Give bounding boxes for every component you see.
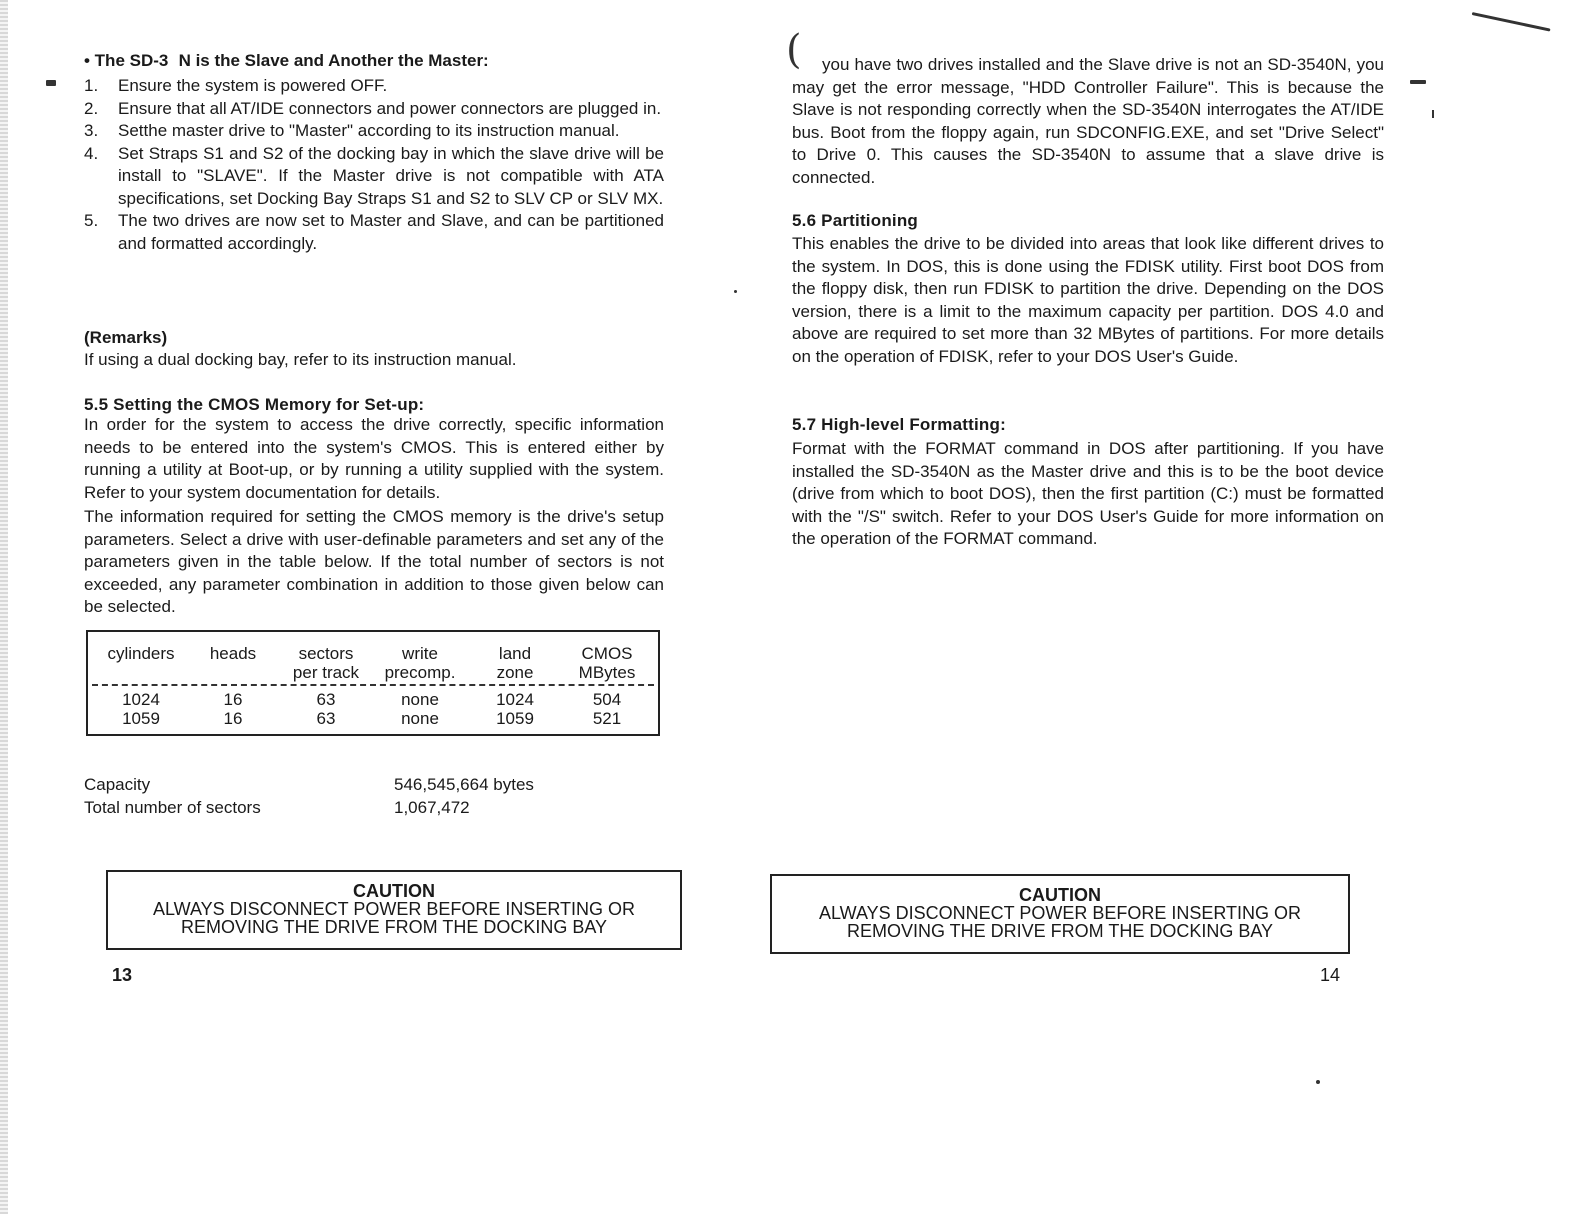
table-header: heads — [209, 644, 257, 663]
section-5-5-heading: 5.5 Setting the CMOS Memory for Set-up: — [84, 395, 425, 414]
slave-drive-paragraph: you have two drives installed and the Slave drive is not an SD-3540N, you may get the error message, "HDD Controller Failure". This is because the Slave is not responding correctly when the SD-3540N interrogates the AT/IDE bus. Boot from the floppy again, run SDCONFIG.EXE, and set "Drive Select" to Drive 0. This causes the SD-3540N to assume that a slave drive is connected. — [792, 55, 1384, 187]
section-5-7-heading: 5.7 High-level Formatting: — [792, 415, 1006, 434]
page-number: 13 — [112, 965, 133, 985]
setup-steps-list — [84, 75, 664, 255]
step-item: 4. Set Straps S1 and S2 of the docking bay in which the slave drive will be install to "SLAVE". If the Master drive is not compatible with ATA specifications, set Docking Bay Straps S1 and S2 to SLV CP or SLV MX. — [84, 143, 664, 208]
caution-title: CAUTION — [353, 881, 435, 901]
caution-title: CAUTION — [1019, 885, 1101, 905]
step-item: 1. Ensure the system is powered OFF. — [84, 76, 388, 95]
step-item: 2. Ensure that all AT/IDE connectors and power connectors are plugged in. — [84, 98, 662, 118]
table-cell: none none — [401, 690, 439, 728]
capacity-label: Capacity — [84, 775, 151, 794]
table-header: cylinders — [107, 644, 175, 663]
step-item: 3. Setthe master drive to "Master" according to its instruction manual. — [84, 121, 620, 140]
table-header: CMOS MBytes — [578, 644, 636, 682]
page-number: 14 — [1320, 965, 1341, 985]
slave-master-heading: • The SD-3 N is the Slave and Another the Master: — [84, 51, 489, 70]
scan-speck — [46, 80, 56, 86]
cmos-params-paragraph: The information required for setting the CMOS memory is the drive's setup parameters. Select a drive with user-definable parameters and set any of the parameters given in the table below. If the total number of sectors is not exceeded, any parameter combination in addition to those given below can be selected. — [84, 507, 664, 616]
table-header: land zone — [496, 644, 534, 682]
sectors-value: 1,067,472 — [394, 798, 470, 817]
remarks-heading: (Remarks) — [84, 328, 168, 347]
table-cell: 1024 1059 — [122, 690, 160, 728]
dropcap-mark: ( — [786, 27, 802, 73]
caution-box — [770, 874, 1350, 954]
table-header: write precomp. — [384, 644, 456, 682]
caution-line: REMOVING THE DRIVE FROM THE DOCKING BAY — [180, 917, 608, 937]
step-item: 5. The two drives are now set to Master and Slave, and can be partitioned and formatted accordingly. — [84, 211, 664, 253]
partitioning-paragraph: This enables the drive to be divided into areas that look like different drives to the system. In DOS, this is done using the FDISK utility. First boot DOS from the floppy disk, then run FDISK to partition the drive. Depending on the DOS version, there is a limit to the maximum capacity per partition. DOS 4.0 and above are required to set more than 32 MBytes of partitions. For more details on the operation of FDISK, refer to your DOS User's Guide. — [792, 234, 1384, 366]
scan-speck — [734, 290, 737, 293]
section-5-6-heading: 5.6 Partitioning — [792, 211, 918, 230]
sectors-label: Total number of sectors — [84, 798, 261, 817]
remarks-text: If using a dual docking bay, refer to its instruction manual. — [84, 350, 517, 369]
scan-edge — [0, 0, 8, 1214]
table-cell: 16 16 — [223, 690, 243, 728]
caution-line: REMOVING THE DRIVE FROM THE DOCKING BAY — [846, 921, 1274, 941]
caution-line: ALWAYS DISCONNECT POWER BEFORE INSERTING OR — [152, 899, 636, 919]
table-cell: 63 63 — [316, 690, 336, 728]
caution-box — [106, 870, 682, 950]
table-cell: 504 521 — [592, 690, 622, 728]
cmos-intro-paragraph: In order for the system to access the drive correctly, specific information needs to be entered into the system's CMOS. This is entered either by running a utility at Boot-up, or by running a utility supplied with the system. Refer to your system documentation for details. — [84, 415, 664, 502]
scan-speck — [1410, 80, 1426, 84]
cmos-parameter-table — [86, 630, 660, 736]
scan-speck — [1316, 1080, 1320, 1084]
caution-line: ALWAYS DISCONNECT POWER BEFORE INSERTING OR — [818, 903, 1302, 923]
scan-speck — [1432, 110, 1434, 118]
table-divider — [92, 684, 654, 686]
formatting-paragraph: Format with the FORMAT command in DOS after partitioning. If you have installed the SD-3540N as the Master drive and this is to be the boot device (drive from which to boot DOS), then the first partition (C:) must be formatted with the "/S" switch. Refer to your DOS User's Guide for more information on the operation of the FORMAT command. — [792, 439, 1384, 548]
table-cell: 1024 1059 — [496, 690, 534, 728]
table-header: sectors per track — [292, 644, 360, 682]
scan-mark — [1472, 12, 1551, 32]
capacity-value: 546,545,664 bytes — [394, 775, 534, 794]
